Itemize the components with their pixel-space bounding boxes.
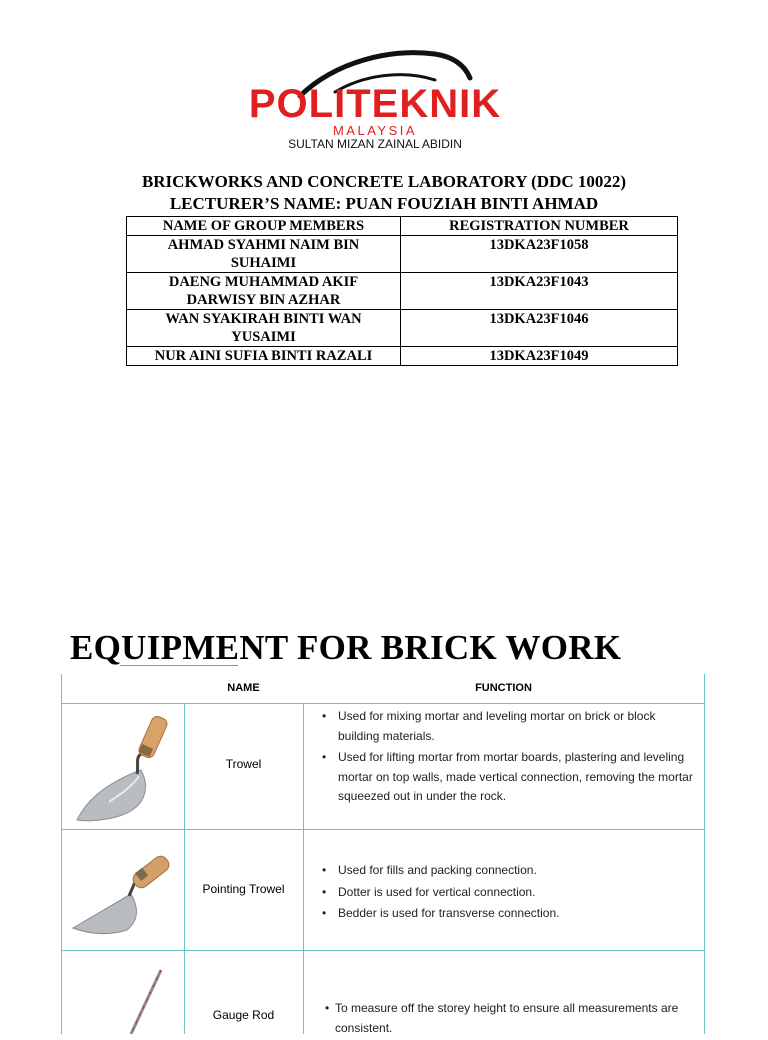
member-reg: 13DKA23F1058 [401, 236, 678, 273]
members-table [126, 216, 678, 366]
member-name: DAENG MUHAMMAD AKIF DARWISY BIN AZHAR [127, 273, 401, 310]
grid-line [184, 703, 185, 1034]
table-row [127, 236, 678, 273]
grid-line [61, 703, 705, 704]
function-item: • Used for fills and packing connection. [317, 861, 697, 881]
members-table-header [127, 217, 678, 236]
function-item: • Used for lifting mortar from mortar boards, plastering and leveling mortar on top walls, made vertical connection, removing the mortar squeezed out in under the rock. [317, 748, 697, 807]
pointing-trowel-icon [69, 850, 181, 940]
function-item: • Bedder is used for transverse connection. [317, 904, 697, 924]
logo-campus-name: SULTAN MIZAN ZAINAL ABIDIN [288, 137, 462, 151]
lecturer-name: LECTURER’S NAME: PUAN FOUZIAH BINTI AHMAD [169, 194, 599, 213]
col-name-header: NAME OF GROUP MEMBERS [127, 217, 401, 236]
member-reg: 13DKA23F1043 [401, 273, 678, 310]
tool-functions [325, 999, 699, 1040]
member-name: WAN SYAKIRAH BINTI WAN YUSAIMI [127, 310, 401, 347]
function-item: • Dotter is used for vertical connection. [317, 883, 697, 903]
member-reg: 13DKA23F1049 [401, 347, 678, 366]
tool-name: Gauge Rod [212, 1008, 275, 1022]
table-row [127, 347, 678, 366]
logo-subtitle: MALAYSIA [332, 123, 418, 138]
equipment-title: EQUIPMENT FOR BRICK WORK [70, 628, 622, 667]
col-function-header: FUNCTION [475, 682, 532, 694]
member-name: NUR AINI SUFIA BINTI RAZALI [127, 347, 401, 366]
tool-name: Pointing Trowel [202, 882, 285, 896]
function-item: • To measure off the storey height to ensure all measurements are consistent. [325, 999, 699, 1038]
col-reg-header: REGISTRATION NUMBER [401, 217, 678, 236]
trowel-icon [69, 710, 181, 825]
col-name-header: NAME [227, 682, 260, 694]
grid-line [303, 703, 304, 1034]
tool-functions [317, 707, 697, 809]
function-item: • Used for mixing mortar and leveling mortar on brick or block building materials. [317, 707, 697, 746]
title-underline [120, 665, 238, 666]
table-row [127, 310, 678, 347]
table-row [127, 273, 678, 310]
member-name: AHMAD SYAHMI NAIM BIN SUHAIMI [127, 236, 401, 273]
politeknik-logo [240, 44, 510, 154]
grid-line [61, 950, 705, 951]
member-reg: 13DKA23F1046 [401, 310, 678, 347]
grid-line [61, 829, 705, 830]
grid-line [61, 674, 62, 1034]
tool-functions [317, 861, 697, 926]
equipment-table [61, 674, 705, 1034]
grid-line [704, 674, 705, 1034]
course-title: BRICKWORKS AND CONCRETE LABORATORY (DDC 10022) [141, 172, 627, 191]
tool-name: Trowel [225, 757, 262, 771]
logo-wordmark: POLITEKNIK [248, 82, 502, 126]
